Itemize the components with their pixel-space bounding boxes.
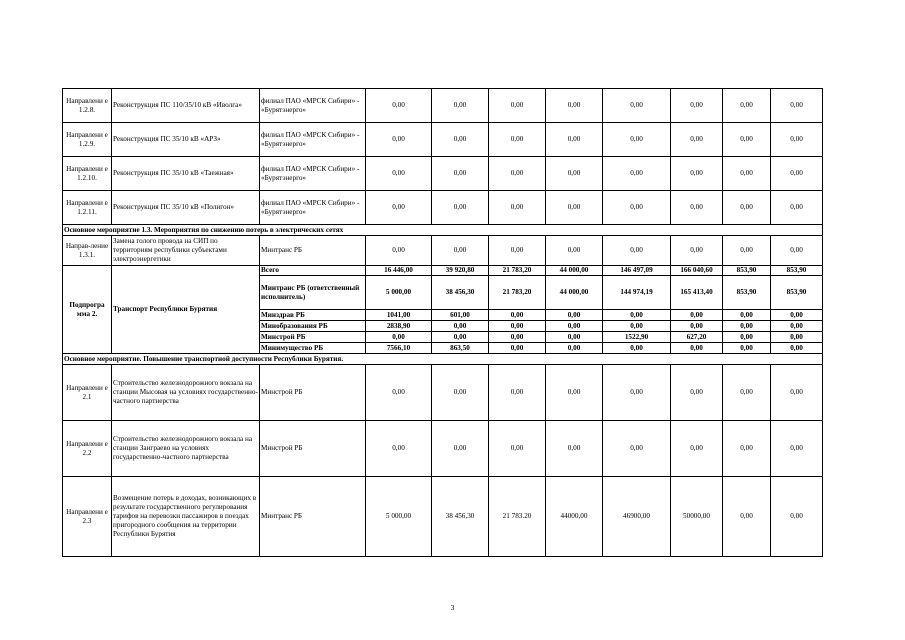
executor: Минтранс РБ: [260, 477, 366, 557]
value-cell: 2838,90: [366, 321, 432, 332]
value-cell: 853,90: [723, 266, 771, 276]
table-row: [63, 89, 823, 123]
value-cell: 5 000,00: [366, 276, 432, 310]
value-cell: 0,00: [489, 157, 546, 191]
table-row: [63, 157, 823, 191]
value-cell: 0,00: [432, 123, 489, 157]
table-row: [63, 421, 823, 477]
value-cell: 0,00: [723, 236, 771, 266]
value-cell: 0,00: [366, 365, 432, 421]
value-cell: 0,00: [723, 157, 771, 191]
direction-code: Направлени е 2.3: [63, 477, 112, 557]
value-cell: 0,00: [489, 321, 546, 332]
value-cell: 0,00: [723, 321, 771, 332]
value-cell: 0,00: [671, 321, 723, 332]
value-cell: 0,00: [366, 123, 432, 157]
value-cell: 0,00: [366, 157, 432, 191]
value-cell: 21 783.20: [489, 477, 546, 557]
value-cell: 39 920,80: [432, 266, 489, 276]
measure-title: Реконструкция ПС 35/10 кВ «АРЗ»: [112, 123, 260, 157]
executor: Минздрав РБ: [260, 310, 366, 321]
value-cell: 0,00: [489, 343, 546, 354]
executor: филиал ПАО «МРСК Сибири» - «Бурятэнерго»: [260, 89, 366, 123]
value-cell: 0,00: [603, 236, 671, 266]
table-row: [63, 354, 823, 365]
value-cell: 0,00: [546, 89, 603, 123]
value-cell: 16 446,00: [366, 266, 432, 276]
value-cell: 0,00: [603, 421, 671, 477]
executor: филиал ПАО «МРСК Сибири» - «Бурятэнерго»: [260, 191, 366, 225]
value-cell: 0,00: [432, 89, 489, 123]
value-cell: 0,00: [603, 123, 671, 157]
value-cell: 0,00: [489, 123, 546, 157]
value-cell: 38 456,30: [432, 276, 489, 310]
direction-code: Направлени е 1.2.10.: [63, 157, 112, 191]
value-cell: 0,00: [723, 89, 771, 123]
value-cell: 38 456,30: [432, 477, 489, 557]
measure-title: Реконструкция ПС 35/10 кВ «Полигон»: [112, 191, 260, 225]
value-cell: 627,20: [671, 332, 723, 343]
value-cell: 5 000,00: [366, 477, 432, 557]
measure-title: Замена голого провода на СИП по территориям республики субъектами электроэнергетики: [112, 236, 260, 266]
value-cell: 863,50: [432, 343, 489, 354]
value-cell: 0,00: [603, 321, 671, 332]
measure-title: Возмещение потерь в доходах, возникающих в результате государственного регулирования тарифов на перевозки пассажиров в поездах пригородного сообщения на территории Республики Бурятия: [112, 477, 260, 557]
value-cell: 0,00: [489, 191, 546, 225]
value-cell: 0,00: [432, 365, 489, 421]
value-cell: 0,00: [432, 191, 489, 225]
measure-title: Реконструкция ПС 110/35/10 кВ «Иволга»: [112, 89, 260, 123]
value-cell: 0,00: [489, 421, 546, 477]
value-cell: 21 783,20: [489, 276, 546, 310]
value-cell: 0,00: [432, 332, 489, 343]
value-cell: 0,00: [771, 157, 823, 191]
value-cell: 0,00: [546, 332, 603, 343]
value-cell: 0,00: [603, 157, 671, 191]
value-cell: 0,00: [671, 310, 723, 321]
value-cell: 0,00: [771, 310, 823, 321]
value-cell: 0,00: [489, 365, 546, 421]
value-cell: 0,00: [366, 421, 432, 477]
value-cell: 0,00: [771, 89, 823, 123]
value-cell: 853,90: [771, 266, 823, 276]
value-cell: 0,00: [546, 236, 603, 266]
value-cell: 0,00: [489, 310, 546, 321]
table-row: [63, 477, 823, 557]
value-cell: 44 000,00: [546, 266, 603, 276]
value-cell: 0,00: [723, 191, 771, 225]
value-cell: 0,00: [723, 421, 771, 477]
value-cell: 0,00: [603, 365, 671, 421]
value-cell: 0,00: [546, 365, 603, 421]
value-cell: 50000,00: [671, 477, 723, 557]
direction-code: Направлени е 1.2.9.: [63, 123, 112, 157]
value-cell: 0,00: [771, 191, 823, 225]
measure-title: Реконструкция ПС 35/10 кВ «Таежная»: [112, 157, 260, 191]
value-cell: 853,90: [723, 276, 771, 310]
subprogram-title: Транспорт Республики Бурятия: [112, 266, 260, 354]
value-cell: 0,00: [771, 123, 823, 157]
value-cell: 0,00: [671, 123, 723, 157]
value-cell: 0,00: [546, 321, 603, 332]
value-cell: 0,00: [366, 236, 432, 266]
executor: Минстрой РБ: [260, 365, 366, 421]
measure-title: Строительство железнодорожного вокзала на станции Заиграево на условиях государственно-частного партнерства: [112, 421, 260, 477]
value-cell: 0,00: [546, 123, 603, 157]
value-cell: 0,00: [546, 191, 603, 225]
value-cell: 166 040,60: [671, 266, 723, 276]
executor: Минстрой РБ: [260, 421, 366, 477]
table-row: [63, 225, 823, 236]
value-cell: 7566,10: [366, 343, 432, 354]
value-cell: 146 497,09: [603, 266, 671, 276]
direction-code: Направлени е 1.2.8.: [63, 89, 112, 123]
table-row: [63, 365, 823, 421]
value-cell: 0,00: [366, 332, 432, 343]
value-cell: 0,00: [723, 123, 771, 157]
value-cell: 0,00: [723, 477, 771, 557]
value-cell: 0,00: [546, 421, 603, 477]
table-row: [63, 266, 823, 276]
subprogram-code: Подпрогра мма 2.: [63, 266, 112, 354]
value-cell: 0,00: [432, 236, 489, 266]
page-number: 3: [450, 603, 455, 612]
value-cell: 0,00: [432, 157, 489, 191]
value-cell: 21 783,20: [489, 266, 546, 276]
value-cell: 0,00: [603, 89, 671, 123]
value-cell: 0,00: [546, 157, 603, 191]
value-cell: 0,00: [671, 365, 723, 421]
measure-title: Строительство железнодорожного вокзала на станции Мысовая на условиях государственно-частного партнерства: [112, 365, 260, 421]
value-cell: 0,00: [671, 191, 723, 225]
value-cell: 0,00: [671, 157, 723, 191]
value-cell: 0,00: [723, 343, 771, 354]
direction-code: Направ-ление 1.3.1.: [63, 236, 112, 266]
value-cell: 1041,00: [366, 310, 432, 321]
section-heading: Основное мероприятие 1.3. Мероприятия по снижению потерь в электрических сетях: [63, 225, 823, 236]
value-cell: 0,00: [771, 421, 823, 477]
executor: Минтранс РБ: [260, 236, 366, 266]
executor: Минимущество РБ: [260, 343, 366, 354]
value-cell: 0,00: [771, 343, 823, 354]
value-cell: 0,00: [671, 89, 723, 123]
value-cell: 0,00: [723, 332, 771, 343]
value-cell: 853,90: [771, 276, 823, 310]
direction-code: Направлени е 2.1: [63, 365, 112, 421]
budget-table: [62, 88, 823, 557]
value-cell: 0,00: [771, 365, 823, 421]
value-cell: 0,00: [771, 236, 823, 266]
table-body: [63, 89, 823, 557]
value-cell: 0,00: [603, 191, 671, 225]
value-cell: 0,00: [432, 321, 489, 332]
value-cell: 144 974,19: [603, 276, 671, 310]
value-cell: 0,00: [723, 365, 771, 421]
value-cell: 1522,90: [603, 332, 671, 343]
executor: Всего: [260, 266, 366, 276]
value-cell: 0,00: [671, 421, 723, 477]
direction-code: Направлени е 1.2.11.: [63, 191, 112, 225]
value-cell: 0,00: [603, 310, 671, 321]
value-cell: 46900,00: [603, 477, 671, 557]
value-cell: 0,00: [671, 236, 723, 266]
section-heading: Основное мероприятие. Повышение транспортной доступности Республики Бурятия.: [63, 354, 823, 365]
executor: Минобразования РБ: [260, 321, 366, 332]
value-cell: 0,00: [771, 332, 823, 343]
value-cell: 601,00: [432, 310, 489, 321]
executor: Минстрой РБ: [260, 332, 366, 343]
table-row: [63, 191, 823, 225]
value-cell: 44000,00: [546, 477, 603, 557]
executor: филиал ПАО «МРСК Сибири» - «Бурятэнерго»: [260, 157, 366, 191]
value-cell: 0,00: [366, 89, 432, 123]
executor: филиал ПАО «МРСК Сибири» - «Бурятэнерго»: [260, 123, 366, 157]
value-cell: 0,00: [489, 89, 546, 123]
table-row: [63, 236, 823, 266]
value-cell: 0,00: [603, 343, 671, 354]
value-cell: 0,00: [489, 236, 546, 266]
table-row: [63, 123, 823, 157]
value-cell: 0,00: [366, 191, 432, 225]
executor: Минтранс РБ (ответственный исполнитель): [260, 276, 366, 310]
value-cell: 165 413,40: [671, 276, 723, 310]
value-cell: 0,00: [671, 343, 723, 354]
value-cell: 0,00: [489, 332, 546, 343]
value-cell: 0,00: [546, 310, 603, 321]
value-cell: 0,00: [432, 421, 489, 477]
value-cell: 0,00: [723, 310, 771, 321]
value-cell: 0,00: [546, 343, 603, 354]
direction-code: Направлени е 2.2: [63, 421, 112, 477]
value-cell: 44 000,00: [546, 276, 603, 310]
value-cell: 0,00: [771, 477, 823, 557]
value-cell: 0,00: [771, 321, 823, 332]
